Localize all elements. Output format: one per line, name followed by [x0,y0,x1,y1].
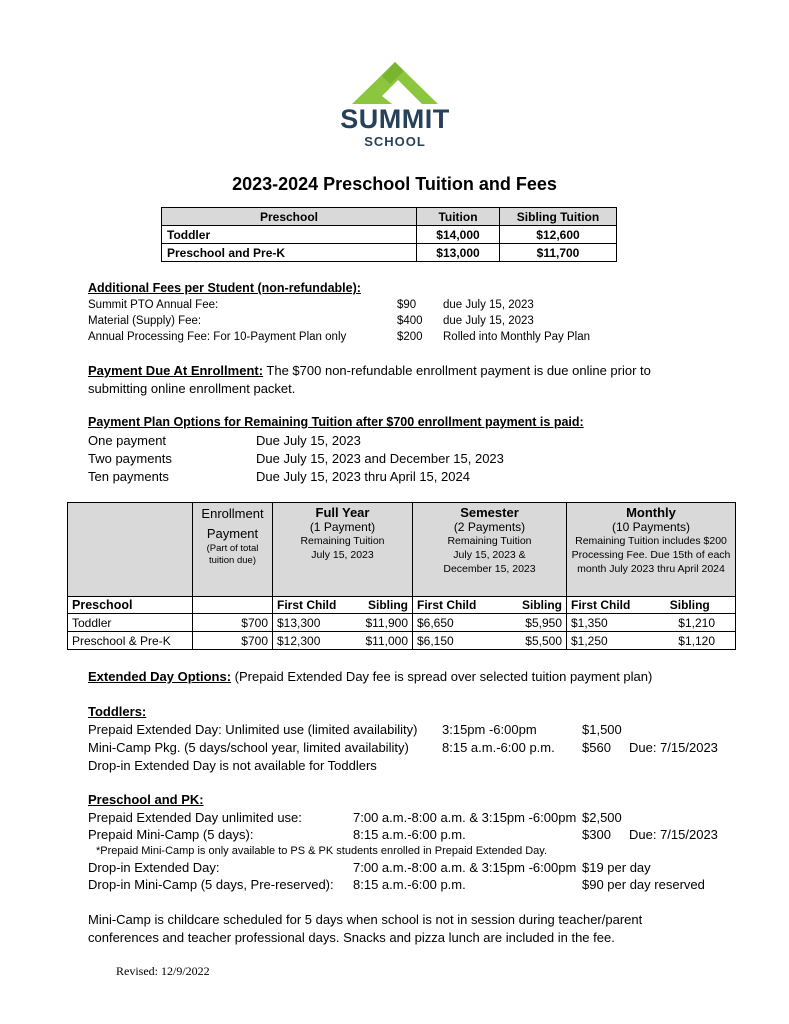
fee-note: Rolled into Monthly Pay Plan [443,331,591,343]
option-time: 7:00 a.m.-8:00 a.m. & 3:15pm -6:00pm [353,810,577,825]
semester-sub: (2 Payments) [453,520,526,534]
plan-value: Due July 15, 2023 thru April 15, 2024 [256,469,470,484]
table-header-row [68,503,736,597]
option-label: Mini-Camp Pkg. (5 days/school year, limited availability) [88,740,409,755]
table-cell: $12,600 [500,226,617,244]
table-cell: First Child [413,597,503,614]
table-cell: Toddler [68,614,193,632]
table-row [68,632,736,650]
option-price: $19 per day [582,860,651,875]
table-cell: $1,350 [567,614,645,632]
full-year-note-2: July 15, 2023 [311,549,374,561]
monthly-note-2: Processing Fee. Due 15th of each [571,549,731,561]
monthly-sub: (10 Payments) [611,520,691,534]
additional-fees-heading: Additional Fees per Student (non-refundable): [88,281,361,295]
semester-note: Remaining Tuition [447,535,532,547]
payment-due-heading: Payment Due At Enrollment: [88,363,264,378]
semester-header [413,503,567,597]
table-header: Tuition [417,208,500,226]
table-cell: Sibling [645,597,736,614]
revised-date: Revised: 12/9/2022 [116,964,210,978]
summit-school-logo [330,58,460,153]
payment-due-paragraph [88,363,651,378]
plan-label: One payment [88,433,167,448]
table-cell: Sibling [347,597,413,614]
monthly-header [567,503,736,597]
option-time: 8:15 a.m.-6:00 p.m. [442,740,555,755]
enrollment-note-2: tuition due) [208,555,256,566]
monthly-note-3: month July 2023 thru April 2024 [577,563,725,575]
table-cell: First Child [273,597,347,614]
option-price: $560 [582,740,611,755]
fee-label: Annual Processing Fee: For 10-Payment Plan only [88,331,347,343]
table-cell: $5,950 [503,614,567,632]
table-cell: $11,900 [347,614,413,632]
option-due: Due: 7/15/2023 [629,740,718,755]
table-cell: $11,000 [347,632,413,650]
table-cell: $700 [193,632,273,650]
plan-value: Due July 15, 2023 [256,433,361,448]
option-price: $300 [582,827,611,842]
semester-note-3: December 15, 2023 [443,563,536,575]
option-label: Drop-in Extended Day: [88,860,220,875]
fee-label: Material (Supply) Fee: [88,315,202,327]
payment-due-text-2: submitting online enrollment packet. [88,381,296,396]
table-cell: First Child [567,597,645,614]
table-cell: Preschool and Pre-K [162,244,417,262]
table-cell: $5,500 [503,632,567,650]
payment-plans-heading: Payment Plan Options for Remaining Tuition after $700 enrollment payment is paid: [88,415,584,429]
option-time: 8:15 a.m.-6:00 p.m. [353,827,466,842]
enrollment-header [193,503,273,597]
table-cell: $13,300 [273,614,347,632]
table-row [162,226,617,244]
plan-label: Ten payments [88,469,169,484]
fee-label: Summit PTO Annual Fee: [88,299,219,311]
extended-day-heading: Extended Day Options: [88,669,232,684]
page-title: 2023-2024 Preschool Tuition and Fees [232,174,557,194]
table-cell [193,597,273,614]
fee-amount: $400 [397,315,423,327]
option-label: Drop-in Mini-Camp (5 days, Pre-reserved): [88,877,334,892]
table-subheader-row [68,597,736,614]
mini-camp-note-2: conferences and teacher professional days. Snacks and pizza lunch are included in the fee. [88,930,615,945]
table-cell: Sibling [503,597,567,614]
monthly-title: Monthly [626,505,676,520]
option-time: 8:15 a.m.-6:00 p.m. [353,877,466,892]
option-time: 3:15pm -6:00pm [442,722,537,737]
fee-amount: $200 [397,331,423,343]
logo-text: SUMMIT [340,104,450,134]
table-cell: Toddler [162,226,417,244]
payment-plan-table [67,502,736,650]
table-header-row [162,208,617,226]
semester-title: Semester [460,505,519,520]
full-year-title: Full Year [315,505,370,520]
option-price: $1,500 [582,722,622,737]
table-cell: $6,650 [413,614,503,632]
logo-subtext: SCHOOL [364,134,426,149]
extended-day-note: (Prepaid Extended Day fee is spread over selected tuition payment plan) [231,669,653,684]
table-header: Sibling Tuition [500,208,617,226]
option-price: $2,500 [582,810,622,825]
table-cell: $14,000 [417,226,500,244]
extended-day-paragraph [88,669,652,684]
monthly-note: Remaining Tuition includes $200 [575,535,727,547]
full-year-sub: (1 Payment) [309,520,376,534]
table-cell: $1,210 [645,614,736,632]
toddlers-heading: Toddlers: [88,704,147,719]
preschool-pk-heading: Preschool and PK: [88,792,204,807]
fee-note: due July 15, 2023 [443,299,534,311]
mini-camp-note: Mini-Camp is childcare scheduled for 5 days when school is not in session during teacher/parent [88,912,643,927]
enrollment-title: Enrollment [201,506,264,521]
table-cell: $700 [193,614,273,632]
table-row [68,614,736,632]
enrollment-note: (Part of total [206,543,259,554]
toddlers-footnote: Drop-in Extended Day is not available for Toddlers [88,758,377,773]
table-cell: $11,700 [500,244,617,262]
table-cell: $1,250 [567,632,645,650]
semester-note-2: July 15, 2023 & [453,549,526,561]
full-year-header [273,503,413,597]
option-label: Prepaid Mini-Camp (5 days): [88,827,254,842]
table-cell: $6,150 [413,632,503,650]
fee-note: due July 15, 2023 [443,315,534,327]
option-due: Due: 7/15/2023 [629,827,718,842]
option-price: $90 per day reserved [582,877,705,892]
fee-amount: $90 [397,299,417,311]
preschool-pk-footnote: *Prepaid Mini-Camp is only available to PS & PK students enrolled in Prepaid Extended Day. [96,845,548,857]
option-label: Prepaid Extended Day unlimited use: [88,810,302,825]
table-cell: $13,000 [417,244,500,262]
tuition-table [161,207,617,262]
option-time: 7:00 a.m.-8:00 a.m. & 3:15pm -6:00pm [353,860,577,875]
option-label: Prepaid Extended Day: Unlimited use (limited availability) [88,722,418,737]
table-header: Preschool [162,208,417,226]
plan-label: Two payments [88,451,172,466]
mountain-icon [352,62,438,104]
table-cell: Preschool & Pre-K [68,632,193,650]
table-header-blank [68,503,193,597]
full-year-note: Remaining Tuition [300,535,385,547]
table-cell: Preschool [68,597,193,614]
table-cell: $1,120 [645,632,736,650]
plan-value: Due July 15, 2023 and December 15, 2023 [256,451,504,466]
enrollment-title-2: Payment [206,526,259,541]
table-cell: $12,300 [273,632,347,650]
payment-due-text: The $700 non-refundable enrollment payment is due online prior to [263,363,651,378]
table-row [162,244,617,262]
